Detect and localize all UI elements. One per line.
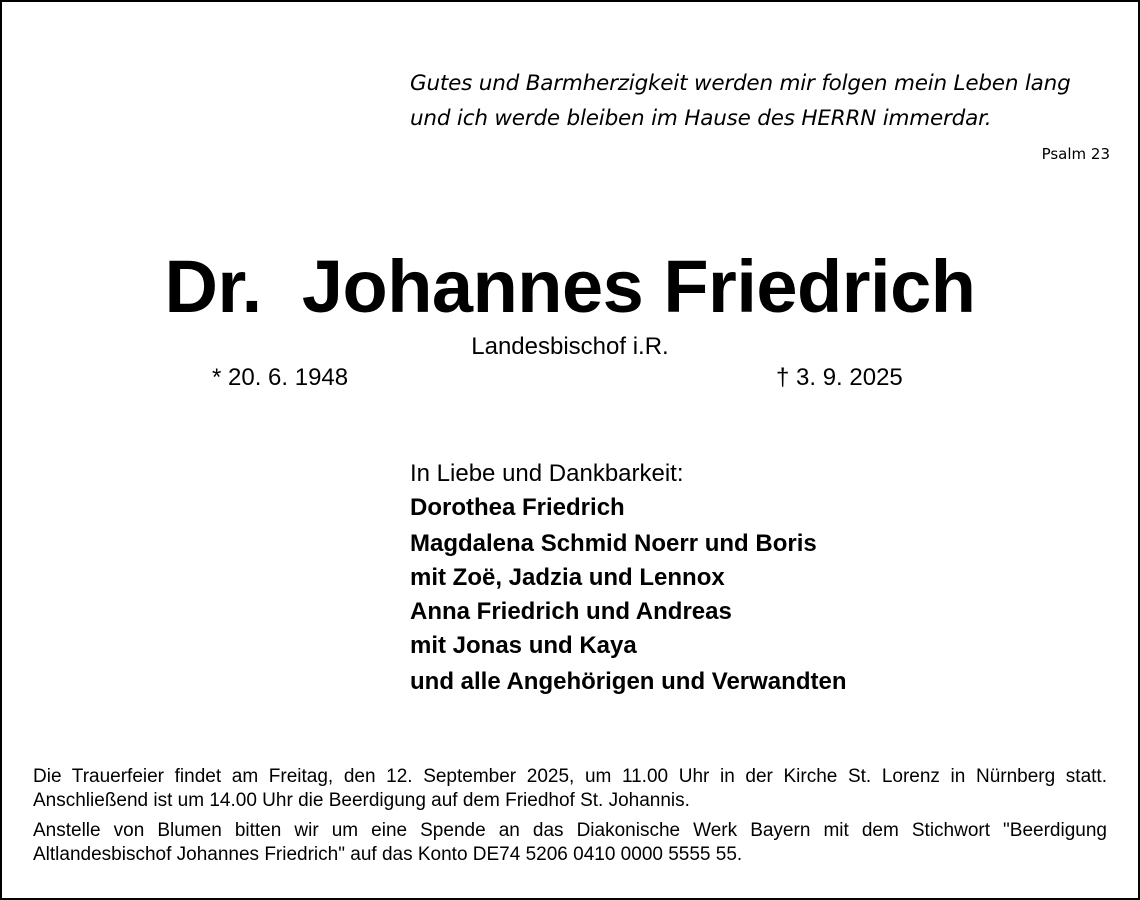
- mourner-line: mit Jonas und Kaya: [410, 632, 637, 659]
- quote-line: Gutes und Barmherzigkeit werden mir folgen mein Leben lang: [410, 71, 1071, 96]
- mourner-line: mit Zoë, Jadzia und Lennox: [410, 564, 725, 591]
- mourner-line: Magdalena Schmid Noerr und Boris: [410, 530, 817, 557]
- donation-request: Anstelle von Blumen bitten wir um eine Spende an das Diakonische Werk Bayern mit dem Stichwort "Beerdigung Altlandesbischof Johannes Friedrich" auf das Konto DE74 5206 0410 0000 5555 55.: [33, 820, 1107, 865]
- mourner-line: und alle Angehörigen und Verwandten: [410, 668, 847, 695]
- quote-line: und ich werde bleiben im Hause des HERRN immerdar.: [410, 106, 992, 131]
- mourner-line: Anna Friedrich und Andreas: [410, 598, 732, 625]
- mourners-intro: In Liebe und Dankbarkeit:: [410, 460, 684, 487]
- funeral-notice: [33, 765, 1107, 873]
- mourner-line: Dorothea Friedrich: [410, 494, 625, 521]
- quote-source: Psalm 23: [1041, 145, 1110, 163]
- deceased-name: Dr. Johannes Friedrich: [164, 245, 976, 328]
- birth-date: * 20. 6. 1948: [212, 364, 349, 391]
- scripture-quote: [410, 66, 1071, 136]
- deceased-title: Landesbischof i.R.: [471, 333, 669, 360]
- funeral-details: Die Trauerfeier findet am Freitag, den 12. September 2025, um 11.00 Uhr in der Kirche St. Lorenz in Nürnberg statt. Anschließend ist um 14.00 Uhr die Beerdigung auf dem Friedhof St. Johannis.: [33, 766, 1107, 811]
- mourners-list: [410, 458, 846, 702]
- death-date: † 3. 9. 2025: [776, 364, 903, 391]
